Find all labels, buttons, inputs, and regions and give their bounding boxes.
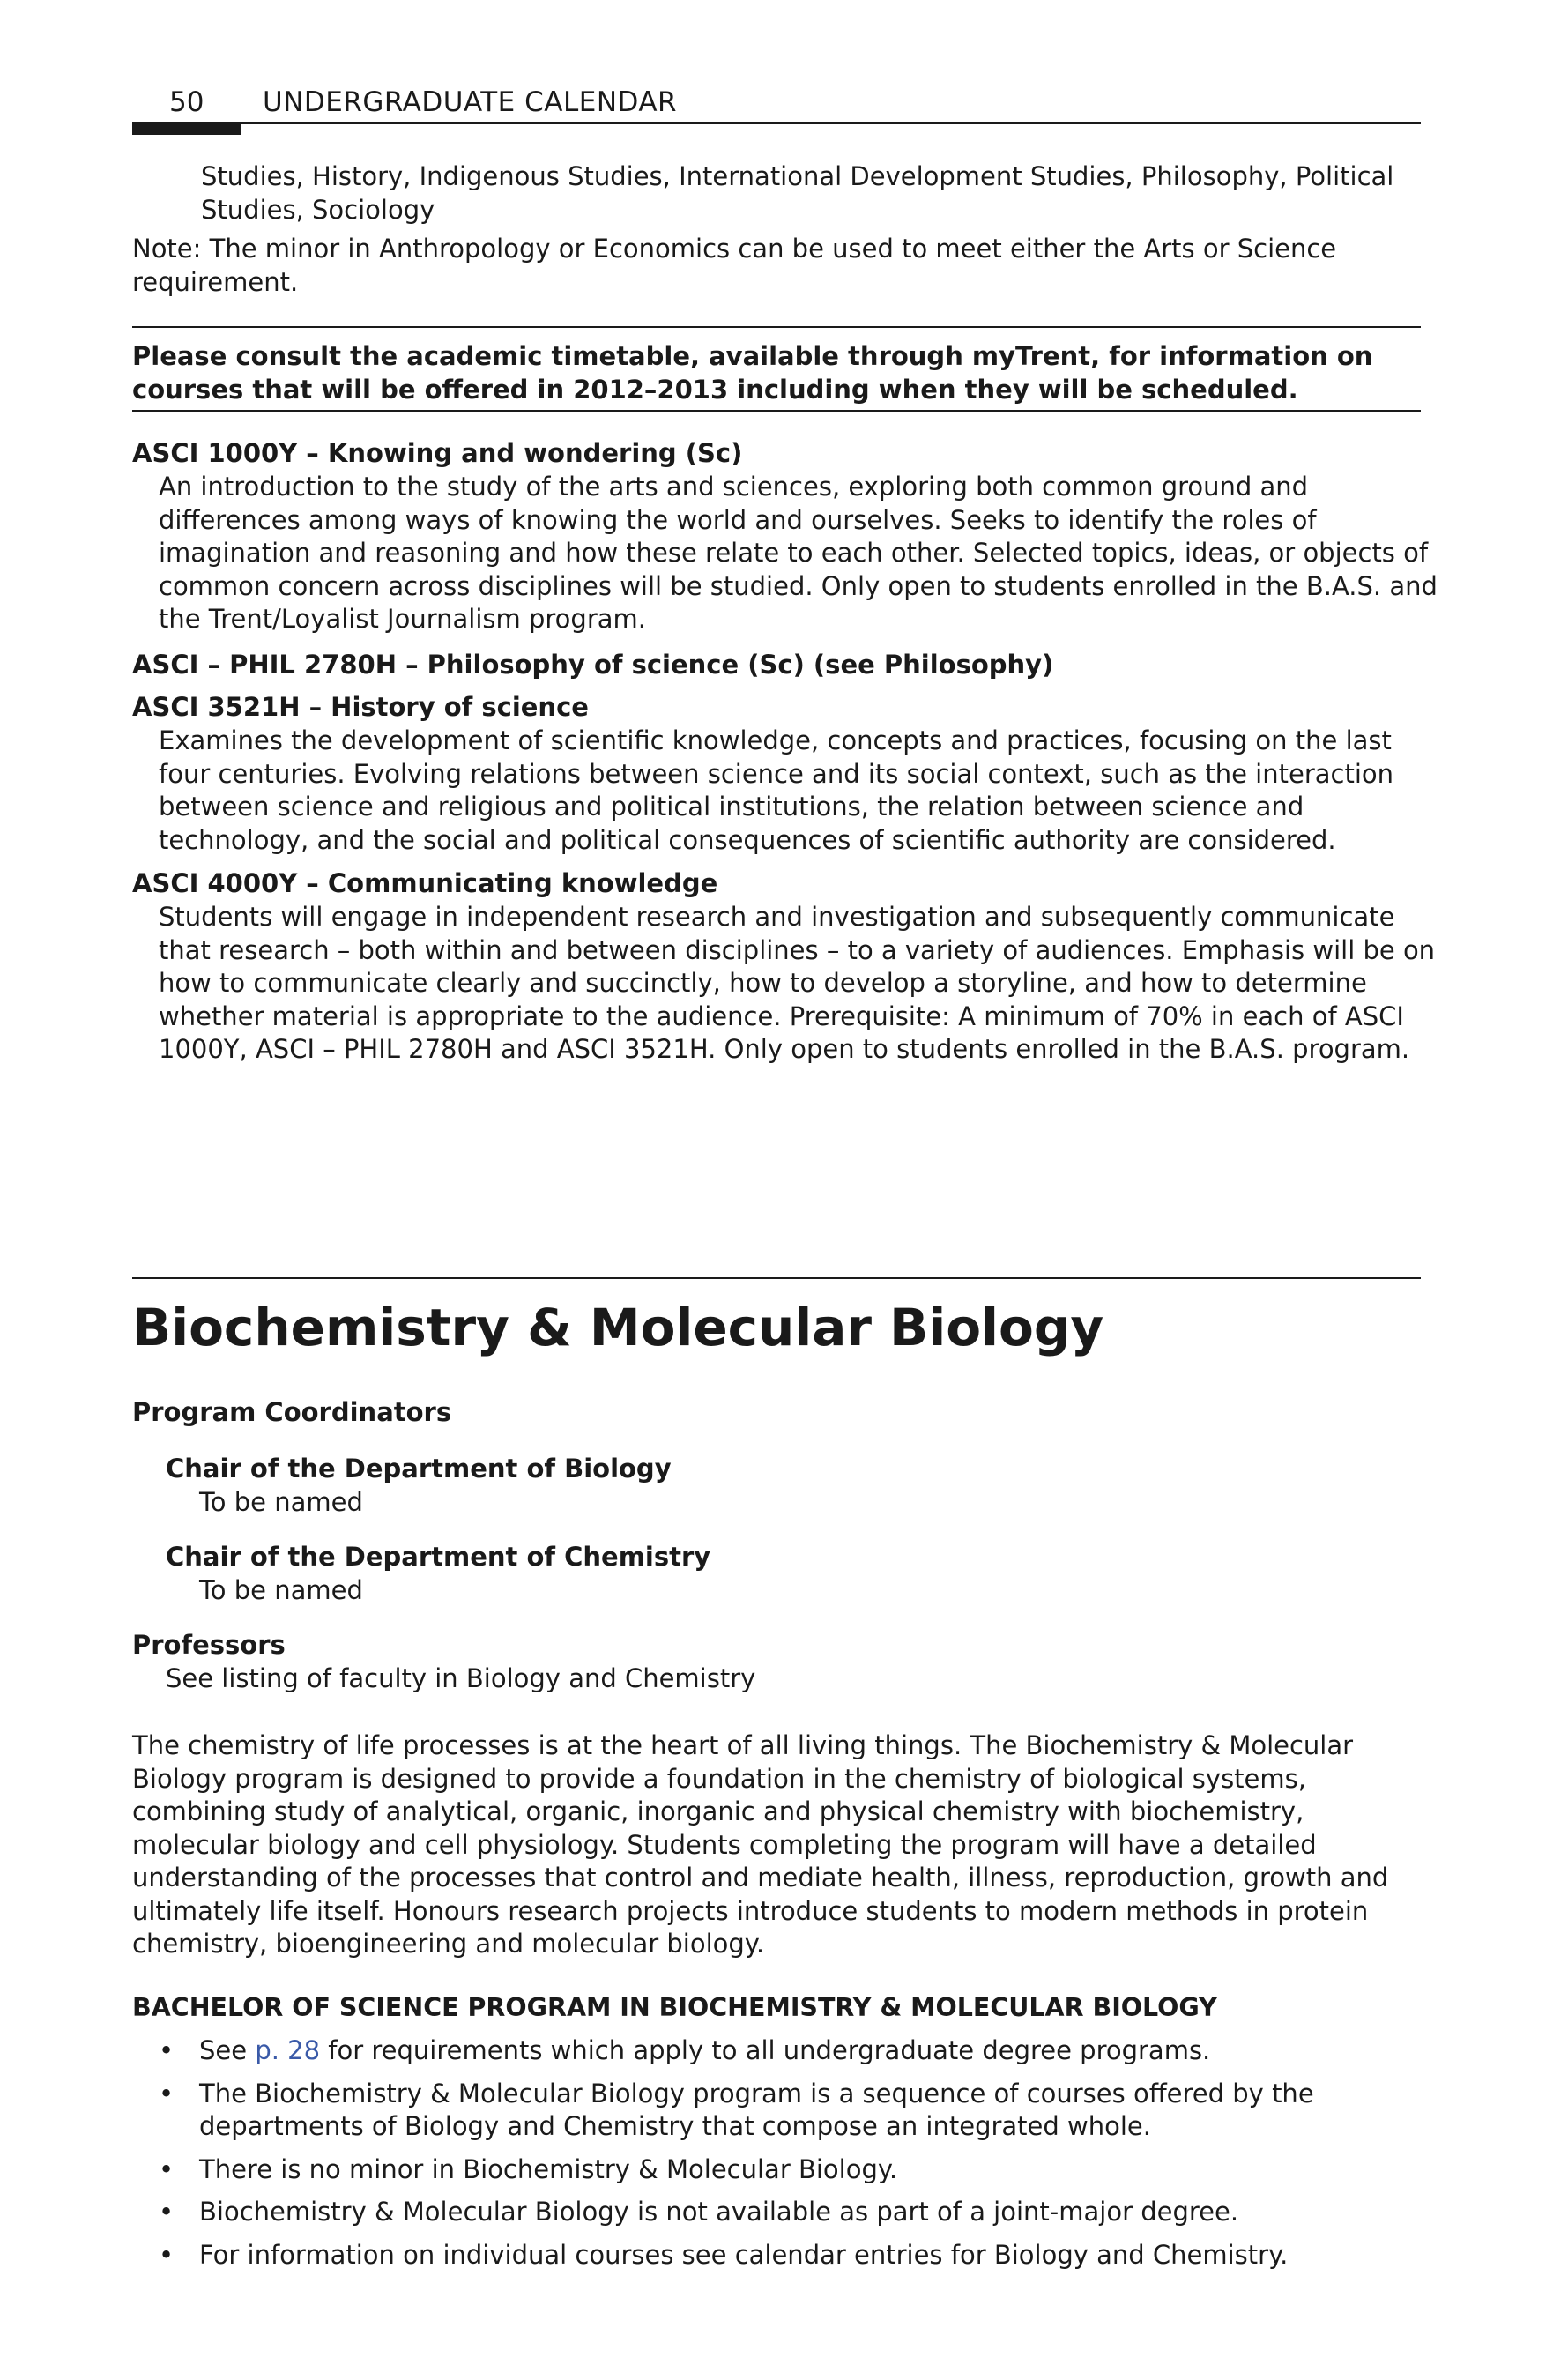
header-rule [132,122,1421,124]
bullet-glyph: • [159,2035,175,2065]
professors-heading: Professors [132,1630,286,1660]
chair-chemistry-value: To be named [199,1575,363,1605]
chair-chemistry-label: Chair of the Department of Chemistry [166,1542,711,1572]
chair-biology-value: To be named [199,1487,363,1517]
notice-rule-top [132,326,1421,328]
list-item-text: The Biochemistry & Molecular Biology program is a sequence of courses offered by the departments of Biology and Chemistry that compose an integrated whole. [199,2078,1314,2141]
running-header-title: UNDERGRADUATE CALENDAR [263,86,678,118]
section-rule [132,1277,1421,1279]
page-link[interactable]: p. 28 [255,2035,321,2065]
notice-rule-bottom [132,410,1421,412]
bullet-glyph: • [159,2078,175,2109]
list-item [132,2034,1421,2068]
course-title: ASCI 4000Y – Communicating knowledge [132,868,718,898]
continued-list: Studies, History, Indigenous Studies, International Development Studies, Philosophy, Political Studies, Sociology [201,161,1394,225]
section-title: Biochemistry & Molecular Biology [132,1298,1104,1357]
list-item-text: For information on individual courses see calendar entries for Biology and Chemistry. [199,2239,1289,2270]
course-description: Examines the development of scientific knowledge, concepts and practices, focusing on the last four centuries. Evolving relations between science and its social context, such as the interaction between science and religious and political institutions, the relation between science and technology, and the social and political consequences of scientific authority are considered. [159,725,1394,855]
list-item-text: for requirements which apply to all undergraduate degree programs. [320,2035,1211,2065]
course-title: ASCI – PHIL 2780H – Philosophy of science (Sc) (see Philosophy) [132,650,1054,680]
course-description: An introduction to the study of the arts and sciences, exploring both common ground and differences among ways of knowing the world and ourselves. Seeks to identify the roles of imagination and reasoning and how these relate to each other. Selected topics, ideas, or objects of common concern across disciplines will be studied. Only open to students enrolled in the B.A.S. and the Trent/Loyalist Journalism program. [159,472,1438,634]
program-intro: The chemistry of life processes is at the heart of all living things. The Biochemistry & Molecular Biology program is designed to provide a foundation in the chemistry of biological systems, combining study of analytical, organic, inorganic and physical chemistry with biochemistry, molecular biology and cell physiology. Students completing the program will have a detailed understanding of the processes that control and mediate health, illness, reproduction, growth and ultimately life itself. Honours research projects introduce students to modern methods in protein chemistry, bioengineering and molecular biology. [132,1730,1389,1959]
list-item-text: There is no minor in Biochemistry & Molecular Biology. [199,2153,898,2184]
list-item [132,2078,1421,2144]
bullet-glyph: • [159,2153,175,2184]
list-item [132,2196,1421,2229]
professors-value: See listing of faculty in Biology and Chemistry [166,1663,756,1693]
page-number: 50 [169,86,204,118]
list-item [132,2153,1421,2187]
header-bar [132,123,241,135]
course-description: Students will engage in independent research and investigation and subsequently communicate that research – both within and between disciplines – to a variety of audiences. Emphasis will be on how to communicate clearly and succinctly, how to develop a storyline, and how to determine whether material is appropriate to the audience. Prerequisite: A minimum of 70% in each of ASCI 1000Y, ASCI – PHIL 2780H and ASCI 3521H. Only open to students enrolled in the B.A.S. program. [159,902,1436,1064]
course-title: ASCI 1000Y – Knowing and wondering (Sc) [132,438,743,468]
timetable-notice: Please consult the academic timetable, available through myTrent, for information on courses that will be offered in 2012–2013 including when they will be scheduled. [132,341,1373,405]
chair-biology-label: Chair of the Department of Biology [166,1454,672,1484]
bullet-glyph: • [159,2197,175,2227]
list-item-text: See [199,2035,256,2065]
coordinators-heading: Program Coordinators [132,1397,452,1427]
requirements-list [132,2034,1421,2281]
list-item [132,2239,1421,2272]
course-title: ASCI 3521H – History of science [132,692,589,722]
bsc-program-heading: BACHELOR OF SCIENCE PROGRAM IN BIOCHEMISTRY & MOLECULAR BIOLOGY [132,1993,1217,2022]
list-item-text: Biochemistry & Molecular Biology is not available as part of a joint-major degree. [199,2197,1239,2227]
minor-note: Note: The minor in Anthropology or Economics can be used to meet either the Arts or Science requirement. [132,234,1337,297]
bullet-glyph: • [159,2239,175,2270]
